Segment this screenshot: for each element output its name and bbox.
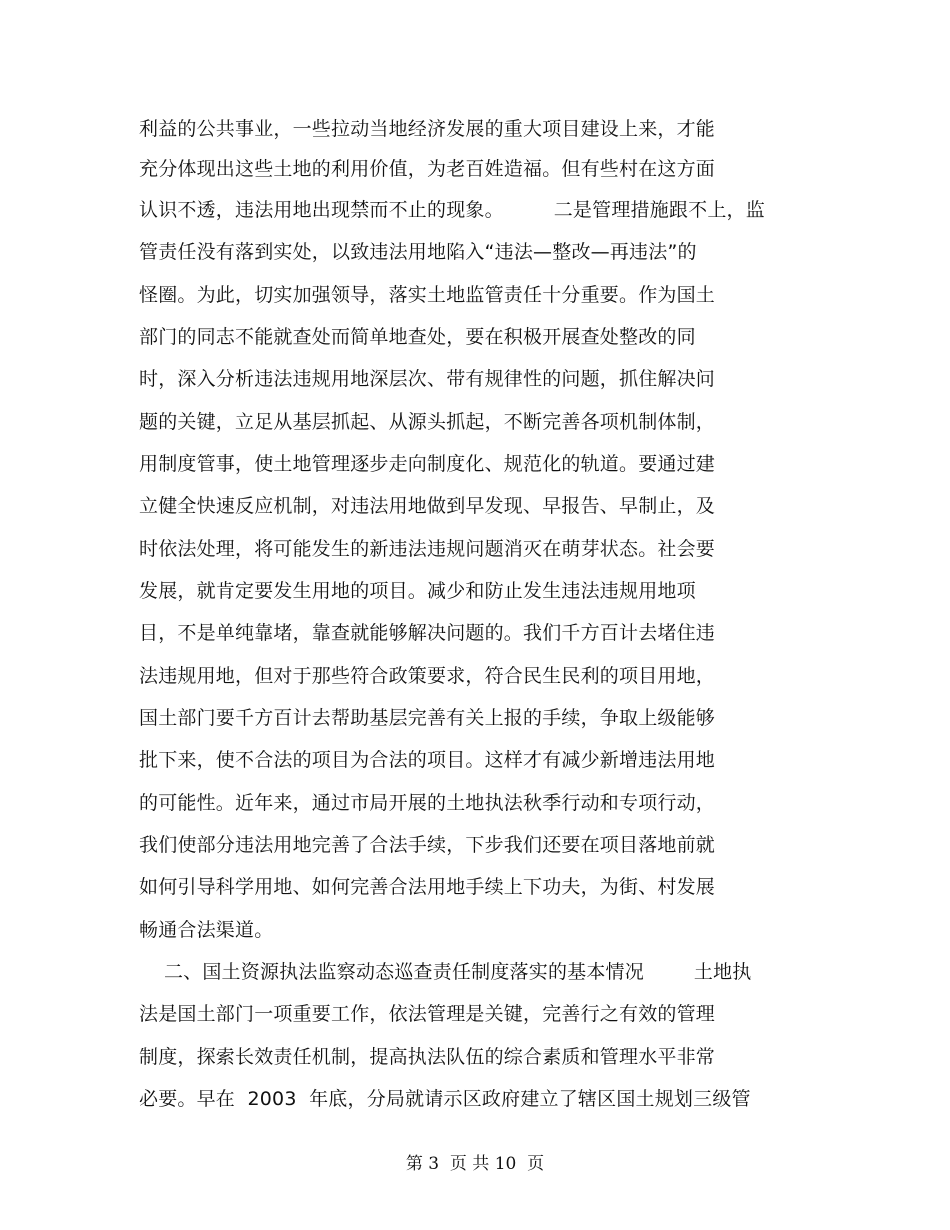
- body-text-line: 利益的公共事业，一些拉动当地经济发展的重大项目建设上来，才能: [139, 118, 716, 140]
- body-text-line: 立健全快速反应机制，对违法用地做到早发现、早报告、早制止，及: [139, 495, 716, 517]
- body-text-line: 我们使部分违法用地完善了合法手续，下步我们还要在项目落地前就: [139, 834, 716, 856]
- body-text-line: 用制度管事，使土地管理逐步走向制度化、规范化的轨道。要通过建: [139, 453, 716, 475]
- body-text-line: 制度，探索长效责任机制，提高执法队伍的综合素质和管理水平非常: [139, 1046, 716, 1068]
- body-text-line: 如何引导科学用地、如何完善合法用地手续上下功夫，为街、村发展: [139, 876, 716, 898]
- body-text-line: 的可能性。近年来，通过市局开展的土地执法秋季行动和专项行动，: [139, 792, 716, 814]
- section-heading-line: 二、国土资源执法监察动态巡查责任制度落实的基本情况 土地执: [139, 961, 752, 983]
- body-text-line: 管责任没有落到实处，以致违法用地陷入“违法—整改—再违法”的: [139, 241, 697, 263]
- body-text-line: 目，不是单纯靠堵，靠查就能够解决问题的。我们千方百计去堵住违: [139, 622, 716, 644]
- body-text-line: 时依法处理，将可能发生的新违法违规问题消灭在萌芽状态。社会要: [139, 538, 716, 560]
- body-text-line: 发展，就肯定要发生用地的项目。减少和防止发生违法违规用地项: [139, 580, 696, 602]
- body-text-line: 法违规用地，但对于那些符合政策要求，符合民生民利的项目用地，: [139, 665, 716, 687]
- body-text-line: 必要。早在 2003 年底，分局就请示区政府建立了辖区国土规划三级管: [139, 1088, 751, 1110]
- body-text-line: 批下来，使不合法的项目为合法的项目。这样才有减少新增违法用地: [139, 749, 716, 771]
- body-text-line: 时，深入分析违法违规用地深层次、带有规律性的问题，抓住解决问: [139, 368, 716, 390]
- body-text-line: 畅通合法渠道。: [139, 919, 274, 941]
- body-text-line: 法是国土部门一项重要工作，依法管理是关键，完善行之有效的管理: [139, 1003, 716, 1025]
- body-text-line: 部门的同志不能就查处而简单地查处，要在积极开展查处整改的同: [139, 326, 696, 348]
- body-text-line: 国土部门要千方百计去帮助基层完善有关上报的手续，争取上级能够: [139, 707, 716, 729]
- body-text-line: 怪圈。为此，切实加强领导，落实土地监管责任十分重要。作为国土: [139, 284, 716, 306]
- page-number-footer: 第 3 页 共 10 页: [405, 1154, 545, 1174]
- body-text-line: 题的关键，立足从基层抓起、从源头抓起，不断完善各项机制体制，: [139, 411, 716, 433]
- body-text-line: 充分体现出这些土地的利用价值，为老百姓造福。但有些村在这方面: [139, 158, 716, 180]
- body-text-line: 认识不透，违法用地出现禁而不止的现象。 二是管理措施跟不上，监: [139, 199, 765, 221]
